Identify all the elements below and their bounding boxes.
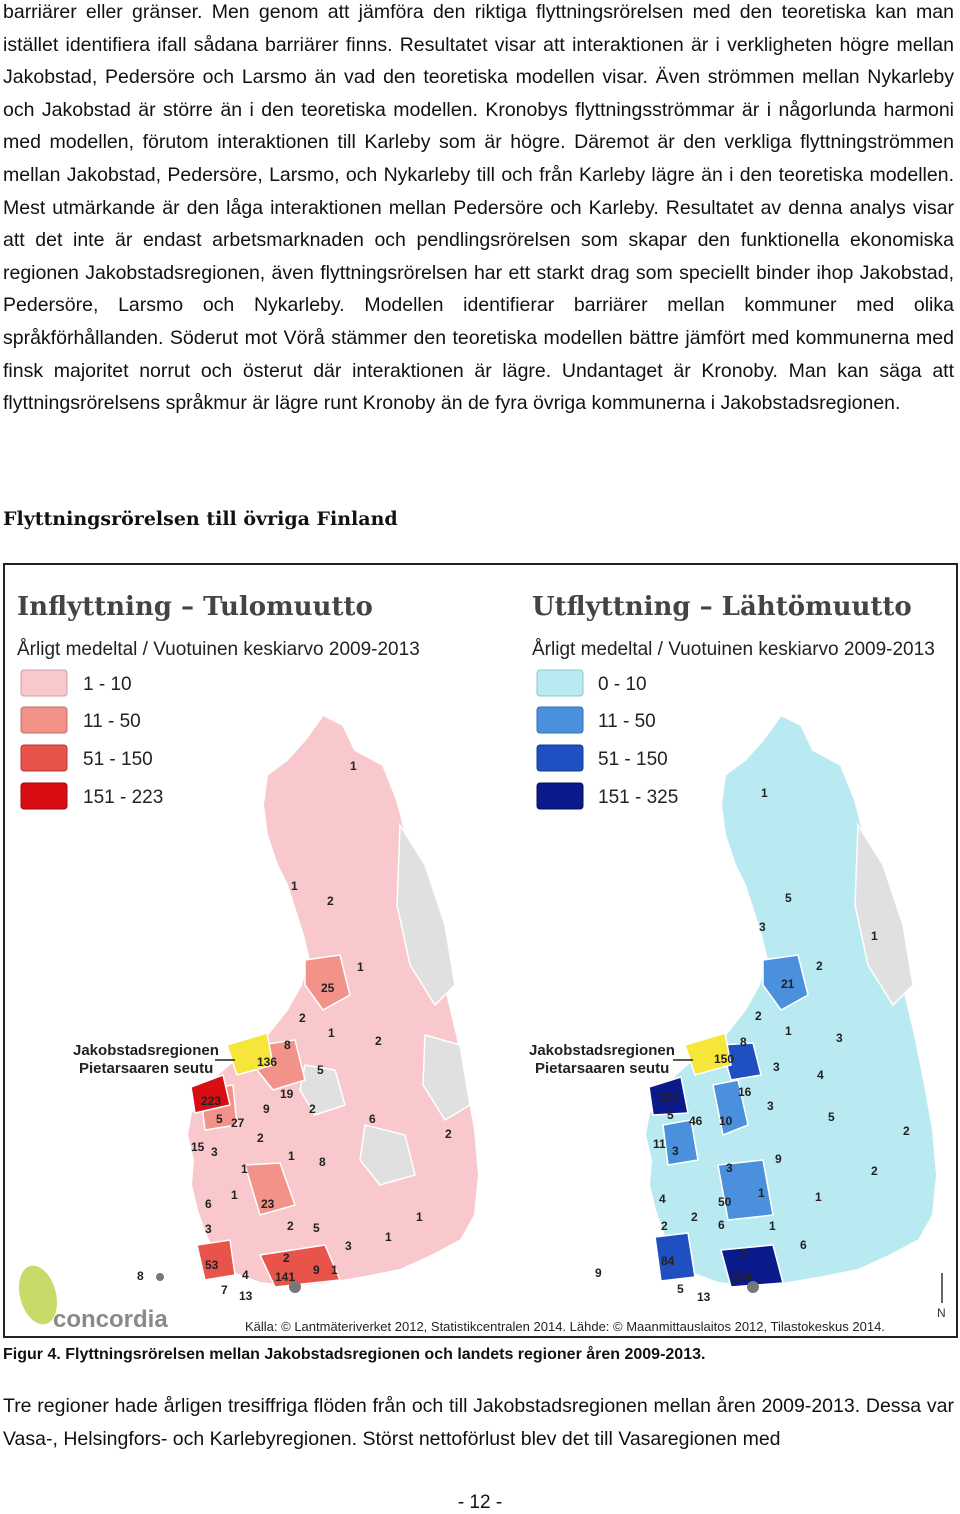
inflow-num: 19 (280, 1087, 294, 1101)
inflow-region-label (73, 1042, 235, 1077)
inflow-num: 53 (205, 1258, 219, 1272)
outflow-num: 1 (815, 1190, 822, 1204)
outflow-num: 2 (903, 1124, 910, 1138)
outflow-num: 1 (769, 1219, 776, 1233)
inflow-num: 2 (287, 1219, 294, 1233)
inflow-num: 3 (205, 1222, 212, 1236)
outflow-num: 9 (595, 1266, 602, 1280)
legend-label-1: 0 - 10 (598, 674, 647, 695)
inflow-num: 2 (309, 1102, 316, 1116)
inflow-num: 2 (257, 1131, 264, 1145)
outflow-num: 1 (761, 786, 768, 800)
inflow-map-title: Inflyttning – Tulomuutto (17, 592, 373, 622)
outflow-num: 5 (785, 891, 792, 905)
outflow-num: 3 (672, 1144, 679, 1158)
inflow-num: 1 (231, 1188, 238, 1202)
inflow-num: 4 (242, 1268, 249, 1282)
inflow-num: 3 (211, 1145, 218, 1159)
inflow-num: 27 (231, 1116, 245, 1130)
inflow-num: 1 (288, 1149, 295, 1163)
inflow-num: 1 (385, 1230, 392, 1244)
inflow-num: 1 (241, 1162, 248, 1176)
outflow-map (529, 592, 937, 1304)
logo-text: concordia (53, 1306, 168, 1333)
outflow-num: 16 (738, 1085, 752, 1099)
concordia-logo (13, 1261, 168, 1333)
body-paragraph-1: barriärer eller gränser. Men genom att jämföra den riktiga flyttningsrörelsen med den teoretiska kan man istället identifiera ifall sådana barriärer finns. Resultatet visar att interaktionen är i verkligheten högre mellan Jakobstad, Pedersöre och Larsmo än vad den teoretiska modellen visar. Även strömmen mellan Nykarleby och Jakobstad är större än i den teoretiska modellen. Kronobys flyttningsströmmar är i någorlunda harmoni med modellen, förutom interaktionen till Karleby som är högre. Däremot är den verkliga flyttningströmmen mellan Jakobstad, Pedersöre, Larsmo, och Nykarleby till och från Karleby lägre än i den teoretiska modellen. Mest utmärkande är den låga interaktionen mellan Pedersöre och Karleby. Resultatet av denna analys visar att det inte är endast arbetsmarknaden och pendlingsrörelsen som skapar den funktionella ekonomiska regionen Jakobstadsregionen, även flyttningsrörelsen har ett starkt drag som speciellt binder ihop Jakobstad, Pedersöre, Larsmo och Nykarleby. Modellen identifierar barriärer mellan kommuner med olika språkförhållanden. Söderut mot Vörå stämmer den teoretiska modellen bättre jämfört med kommunerna med finsk majoritet norrut och österut där interaktionen är lägre. Undantaget är Kronoby. Man kan säga att flyttningsrörelsens språkmur är lägre runt Kronoby än de fyra övriga kommunerna i Jakobstadsregionen. (3, 1, 954, 415)
inflow-num: 3 (345, 1239, 352, 1253)
north-arrow-icon (937, 1273, 946, 1320)
inflow-num: 1 (350, 759, 357, 773)
migration-map-figure (3, 563, 958, 1338)
legend-swatch-4 (21, 783, 67, 809)
legend-swatch-2 (537, 707, 583, 733)
legend-swatch-2 (21, 707, 67, 733)
inflow-num: 1 (328, 1026, 335, 1040)
outflow-num: 325 (659, 1091, 680, 1105)
inflow-num: 1 (291, 879, 298, 893)
inflow-num: 141 (275, 1270, 296, 1284)
section-heading: Flyttningsrörelsen till övriga Finland (3, 508, 398, 530)
outflow-num: 2 (871, 1164, 878, 1178)
outflow-map-subtitle: Årligt medeltal / Vuotuinen keskiarvo 2009-2013 (532, 639, 935, 660)
region-label-sv: Jakobstadsregionen (73, 1042, 219, 1059)
legend-swatch-3 (537, 745, 583, 771)
inflow-num: 23 (261, 1197, 275, 1211)
legend-swatch-4 (537, 783, 583, 809)
outflow-num: 3 (836, 1031, 843, 1045)
outflow-num: 8 (740, 1035, 747, 1049)
outflow-num: 6 (718, 1218, 725, 1232)
inflow-num: 1 (357, 960, 364, 974)
north-marker: N (937, 1306, 946, 1320)
outflow-num: 50 (718, 1195, 732, 1209)
outflow-num: 150 (714, 1052, 735, 1066)
inflow-num: 6 (205, 1197, 212, 1211)
inflow-num: 7 (221, 1283, 228, 1297)
inflow-num: 5 (313, 1221, 320, 1235)
outflow-num: 5 (677, 1282, 684, 1296)
migration-maps (5, 565, 956, 1336)
inflow-num: 2 (445, 1127, 452, 1141)
outflow-num: 3 (773, 1060, 780, 1074)
outflow-num: 2 (816, 959, 823, 973)
legend-label-2: 11 - 50 (598, 711, 656, 732)
inflow-num: 9 (313, 1263, 320, 1277)
inflow-num: 8 (319, 1155, 326, 1169)
outflow-num: 9 (775, 1152, 782, 1166)
outflow-num: 5 (667, 1108, 674, 1122)
outflow-num: 2 (661, 1219, 668, 1233)
inflow-num: 223 (201, 1094, 222, 1108)
outflow-finland-shape (645, 715, 937, 1293)
inflow-num: 2 (283, 1251, 290, 1265)
outflow-num: 2 (741, 1247, 748, 1261)
inflow-num: 1 (331, 1263, 338, 1277)
legend-label-1: 1 - 10 (83, 674, 132, 695)
outflow-num: 204 (732, 1270, 753, 1284)
inflow-num: 2 (327, 894, 334, 908)
outflow-num: 1 (871, 929, 878, 943)
outflow-num: 11 (653, 1137, 666, 1151)
legend-label-4: 151 - 325 (598, 787, 679, 808)
region-label-fi: Pietarsaaren seutu (535, 1060, 670, 1077)
inflow-legend (21, 670, 163, 809)
legend-label-4: 151 - 223 (83, 787, 164, 808)
inflow-num: 136 (257, 1055, 278, 1069)
inflow-num: 2 (375, 1034, 382, 1048)
outflow-num: 13 (697, 1290, 711, 1304)
outflow-num: 5 (828, 1110, 835, 1124)
outflow-num: 10 (719, 1114, 733, 1128)
outflow-map-title: Utflyttning – Lähtömuutto (532, 592, 912, 622)
inflow-num: 6 (369, 1112, 376, 1126)
legend-label-3: 51 - 150 (83, 749, 153, 770)
outflow-num: 3 (726, 1161, 733, 1175)
inflow-num: 9 (263, 1102, 270, 1116)
outflow-num: 4 (817, 1068, 824, 1082)
body-paragraph-2: Tre regioner hade årligen tresiffriga flöden från och till Jakobstadsregionen mellan åren 2009-2013. Dessa var Vasa-, Helsingfors- och Karlebyregionen. Störst nettoförlust blev det till Vasaregionen med (3, 1395, 954, 1450)
inflow-num: 5 (317, 1063, 324, 1077)
inflow-num: 8 (137, 1269, 144, 1283)
legend-label-2: 11 - 50 (83, 711, 141, 732)
outflow-num: 3 (759, 920, 766, 934)
outflow-num: 6 (800, 1238, 807, 1252)
outflow-region-label (529, 1042, 693, 1077)
region-label-fi: Pietarsaaren seutu (79, 1060, 214, 1077)
map-source-text: Källa: © Lantmäteriverket 2012, Statistikcentralen 2014. Lähde: © Maanmittauslaitos 2012, Tilastokeskus 2014. (245, 1319, 885, 1334)
legend-swatch-1 (21, 670, 67, 696)
outflow-num: 1 (758, 1186, 765, 1200)
figure-caption: Figur 4. Flyttningsrörelsen mellan Jakobstadsregionen och landets regioner åren 2009-2013. (3, 1346, 706, 1363)
outflow-num: 4 (659, 1192, 666, 1206)
outflow-num: 84 (661, 1254, 675, 1268)
region-label-sv: Jakobstadsregionen (529, 1042, 675, 1059)
page-number: - 12 - (457, 1492, 503, 1513)
inflow-num: 25 (321, 981, 335, 995)
inflow-num: 5 (216, 1112, 223, 1126)
outflow-num: 3 (767, 1099, 774, 1113)
outflow-legend (537, 670, 678, 809)
inflow-map-subtitle: Årligt medeltal / Vuotuinen keskiarvo 2009-2013 (17, 639, 420, 660)
legend-swatch-3 (21, 745, 67, 771)
outflow-num: 46 (689, 1114, 703, 1128)
inflow-num: 2 (299, 1011, 306, 1025)
outflow-num: 2 (755, 1009, 762, 1023)
inflow-num: 8 (284, 1038, 291, 1052)
outflow-num: 21 (781, 977, 795, 991)
outflow-num: 2 (691, 1210, 698, 1224)
inflow-num: 1 (416, 1210, 423, 1224)
legend-label-3: 51 - 150 (598, 749, 668, 770)
outflow-num: 1 (785, 1024, 792, 1038)
legend-swatch-1 (537, 670, 583, 696)
inflow-num: 13 (239, 1289, 253, 1303)
inflow-num: 15 (191, 1140, 205, 1154)
inflow-map (17, 592, 479, 1303)
